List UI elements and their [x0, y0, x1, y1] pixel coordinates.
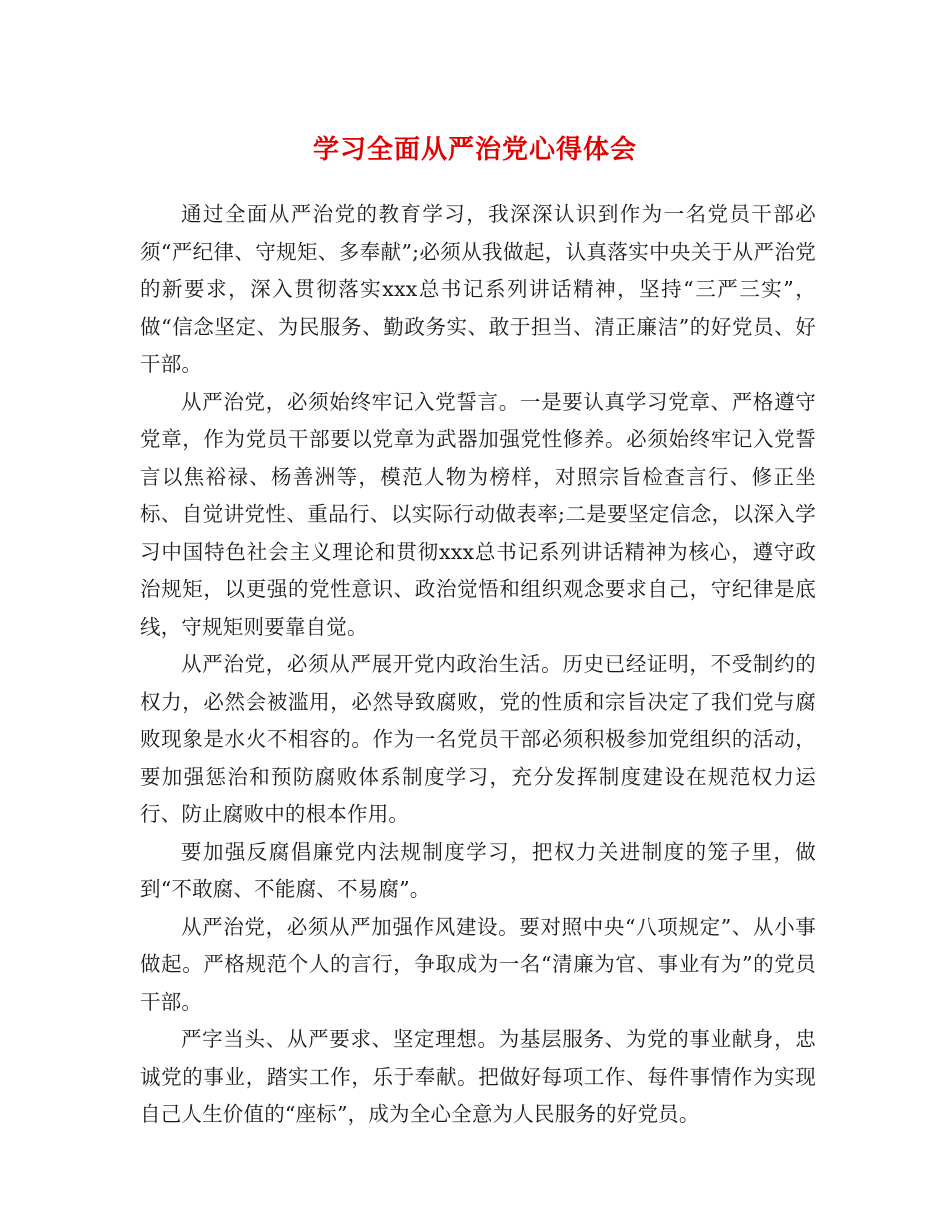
- document-body: [140, 196, 816, 1134]
- paragraph-4: 要加强反腐倡廉党内法规制度学习，把权力关进制度的笼子里，做到“不敢腐、不能腐、不易腐”。: [140, 839, 816, 901]
- paragraph-3: 从严治党，必须从严展开党内政治生活。历史已经证明，不受制约的权力，必然会被滥用，必然导致腐败，党的性质和宗旨决定了我们党与腐败现象是水火不相容的。作为一名党员干部必须积极参加党组织的活动，要加强惩治和预防腐败体系制度学习，充分发挥制度建设在规范权力运行、防止腐败中的根本作用。: [140, 652, 816, 826]
- paragraph-2: 从严治党，必须始终牢记入党誓言。一是要认真学习党章、严格遵守党章，作为党员干部要以党章为武器加强党性修养。必须始终牢记入党誓言以焦裕禄、杨善洲等，模范人物为榜样，对照宗旨检查言行、修正坐标、自觉讲党性、重品行、以实际行动做表率;二是要坚定信念，以深入学习中国特色社会主义理论和贯彻xxx总书记系列讲话精神为核心，遵守政治规矩，以更强的党性意识、政治觉悟和组织观念要求自己，守纪律是底线，守规矩则要靠自觉。: [140, 389, 816, 639]
- paragraph-5: 从严治党，必须从严加强作风建设。要对照中央“八项规定”、从小事做起。严格规范个人的言行，争取成为一名“清廉为官、事业有为”的党员干部。: [140, 914, 816, 1014]
- document-title: 学习全面从严治党心得体会: [312, 135, 637, 165]
- paragraph-6: 严字当头、从严要求、坚定理想。为基层服务、为党的事业献身，忠诚党的事业，踏实工作，乐于奉献。把做好每项工作、每件事情作为实现自己人生价值的“座标”，成为全心全意为人民服务的好党员。: [140, 1027, 816, 1126]
- paragraph-1: 通过全面从严治党的教育学习，我深深认识到作为一名党员干部必须“严纪律、守规矩、多奉献”;必须从我做起，认真落实中央关于从严治党的新要求，深入贯彻落实xxx总书记系列讲话精神，坚持“三严三实”，做“信念坚定、为民服务、勤政务实、敢于担当、清正廉洁”的好党员、好干部。: [140, 202, 816, 376]
